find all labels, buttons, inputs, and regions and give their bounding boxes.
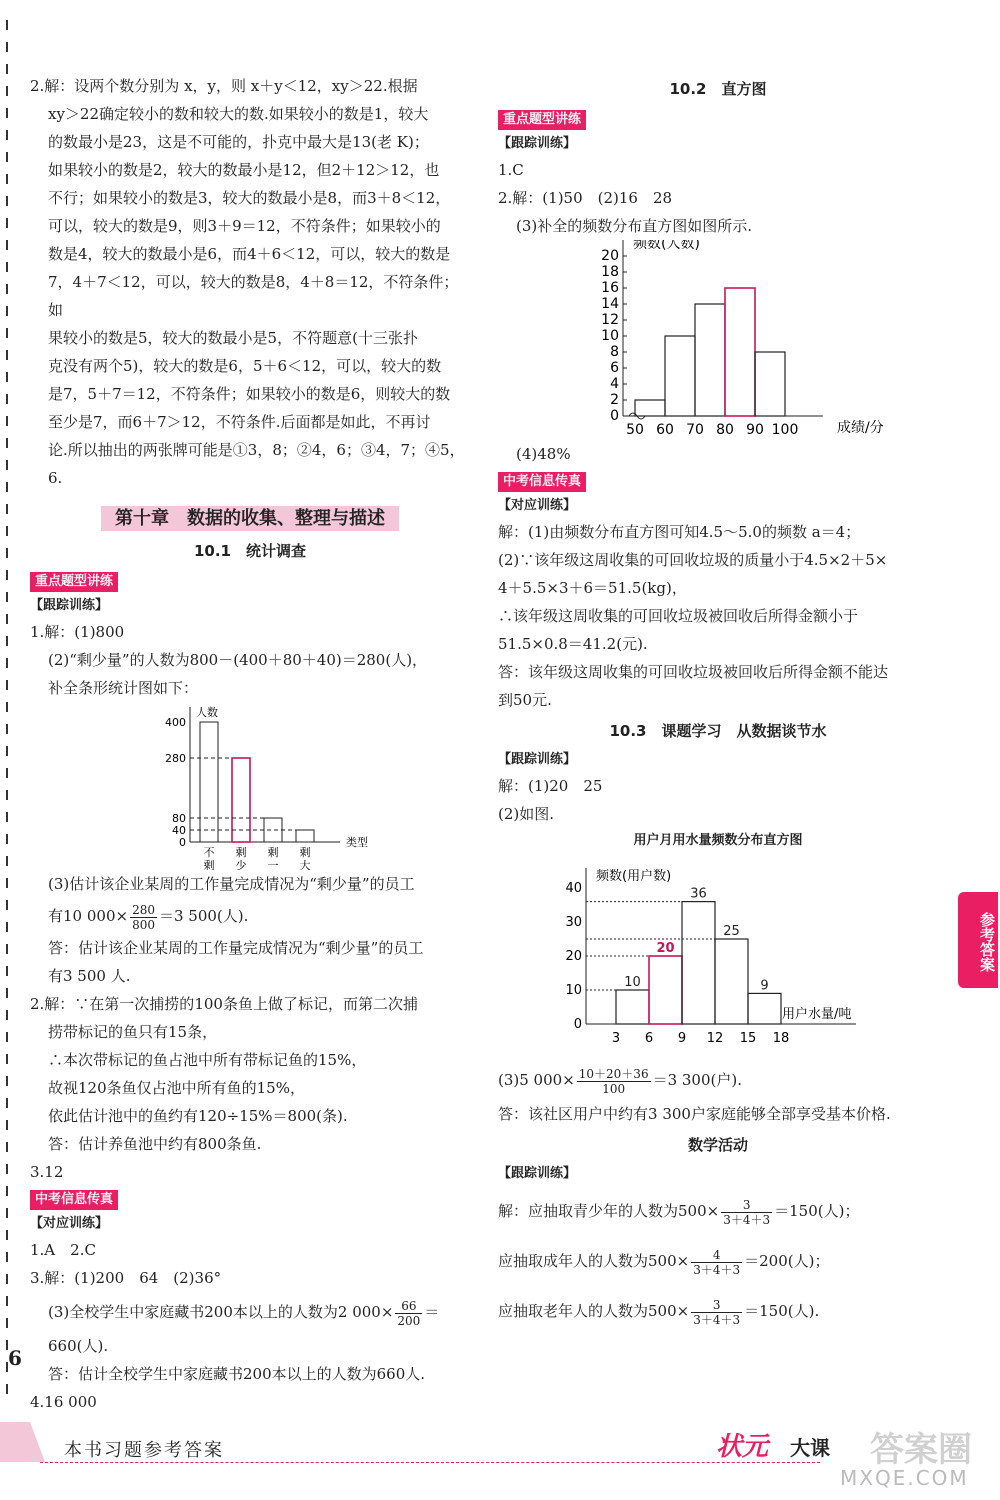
y-axis-label: 频数(人数) bbox=[633, 240, 700, 252]
exam-answer-line: 答：估计全校学生中家庭藏书200本以上的人数为660人. bbox=[48, 1365, 426, 1383]
text-line: ∴本次带标记的鱼占池中所有带标记鱼的15%， bbox=[48, 1051, 367, 1069]
histogram-bar bbox=[755, 352, 785, 416]
garbage-answer-block bbox=[498, 518, 938, 714]
exam-answer-line: 4.16 000 bbox=[30, 1393, 97, 1411]
chapter-title bbox=[30, 504, 470, 530]
text-span: ＝3 300(户). bbox=[652, 1071, 742, 1089]
text-line: 如果较小的数是2，较大的数最小是12，但2＋12＞12，也 bbox=[48, 161, 440, 179]
tracking-label: 【跟踪训练】 bbox=[498, 752, 577, 767]
text-line: 到50元. bbox=[498, 691, 552, 709]
x-tick-label: 15 bbox=[739, 1031, 757, 1046]
text-line: xy＞22确定较小的数和较大的数.如果较小的数是1，较大 bbox=[48, 105, 429, 123]
text-line: 7，4＋7＜12，可以，较大的数是8，4＋8＝12，不符条件；如 bbox=[48, 273, 459, 319]
x-tick-label: 80 bbox=[716, 422, 734, 438]
bar bbox=[264, 818, 282, 842]
histogram-bar bbox=[695, 304, 725, 416]
x-axis-label: 用户水量/吨 bbox=[782, 1007, 852, 1022]
y-tick-label: 14 bbox=[601, 296, 619, 312]
bar-value-label: 9 bbox=[760, 978, 769, 994]
fraction-den: 800 bbox=[132, 917, 155, 932]
text-line: 不行；如果较小的数是3，较大的数最小是8，而3＋8＜12， bbox=[48, 189, 451, 207]
activity-line bbox=[498, 1236, 938, 1286]
histogram-scores-svg bbox=[498, 240, 938, 440]
y-tick-label: 80 bbox=[172, 812, 186, 825]
fraction-den: 3＋4＋3 bbox=[693, 1262, 741, 1277]
y-tick-label: 40 bbox=[172, 824, 186, 837]
answer-1-line: (3)估计该企业某周的工作量完成情况为“剩少量”的员工 bbox=[48, 875, 415, 893]
brand-logo: 状元 bbox=[716, 1432, 769, 1462]
category-label: 少 bbox=[235, 859, 247, 870]
y-tick-label: 4 bbox=[610, 376, 619, 392]
fraction bbox=[721, 1198, 772, 1227]
left-column bbox=[30, 72, 470, 1416]
histogram-bar bbox=[748, 993, 781, 1024]
x-tick-label: 60 bbox=[656, 422, 674, 438]
x-axis-label: 类型 bbox=[346, 836, 368, 849]
tag-exam-info: 中考信息传真 bbox=[498, 472, 586, 492]
fraction-num: 10＋20＋36 bbox=[578, 1066, 649, 1081]
category-label: 不 bbox=[203, 846, 215, 859]
text-span: 应抽取老年人的人数为500× bbox=[498, 1302, 690, 1320]
water-answer-line: 答：该社区用户中约有3 300户家庭能够全部享受基本价格. bbox=[498, 1105, 891, 1123]
answer-2-block bbox=[30, 72, 470, 492]
fraction-den: 3＋4＋3 bbox=[693, 1312, 741, 1327]
y-axis-label: 频数(用户数) bbox=[596, 869, 672, 884]
fraction-den: 200 bbox=[397, 1313, 421, 1328]
page-footer bbox=[0, 1422, 1000, 1492]
y-tick-label: 20 bbox=[565, 949, 582, 964]
y-tick-label: 20 bbox=[601, 248, 619, 264]
text-span: ＝150(人). bbox=[744, 1302, 820, 1320]
y-tick-label: 2 bbox=[610, 392, 619, 408]
x-tick-label: 12 bbox=[706, 1031, 724, 1046]
fraction bbox=[691, 1298, 742, 1327]
bar-value-label: 20 bbox=[656, 941, 675, 956]
hist-answer-line: (3)补全的频数分布直方图如图所示. bbox=[516, 217, 753, 235]
tag-exam-info: 中考信息传真 bbox=[30, 1190, 118, 1210]
text-line: 答：该年级这周收集的可回收垃圾被回收后所得金额不能达 bbox=[498, 663, 889, 681]
histogram-bar bbox=[725, 288, 755, 416]
exam-answer-line: 660(人). bbox=[48, 1337, 109, 1355]
bar-value-label: 36 bbox=[690, 886, 707, 902]
x-tick-label: 50 bbox=[626, 422, 644, 438]
water-histogram-title: 用户月用水量频数分布直方图 bbox=[633, 833, 803, 848]
text-line: 答：估计养鱼池中约有800条鱼. bbox=[48, 1135, 262, 1153]
text-line: 2.解：设两个数分别为 x，y，则 x＋y＜12，xy＞22.根据 bbox=[30, 77, 418, 95]
bar bbox=[232, 758, 250, 842]
text-span: 应抽取成年人的人数为500× bbox=[498, 1252, 690, 1270]
fraction-num: 280 bbox=[132, 902, 155, 917]
fraction-num: 66 bbox=[395, 1299, 422, 1314]
text-line: 依此估计池中的鱼约有120÷15%＝800(条). bbox=[48, 1107, 348, 1125]
bar-chart-svg bbox=[30, 702, 470, 870]
category-label: 剩 bbox=[267, 846, 279, 859]
footer-title: 本书习题参考答案 bbox=[64, 1440, 224, 1461]
category-label: 剩 bbox=[299, 846, 311, 859]
x-tick-label: 70 bbox=[686, 422, 704, 438]
section-10-2-title: 10.2 直方图 bbox=[669, 80, 767, 98]
fraction bbox=[691, 1248, 742, 1277]
hist-answer-line: (4)48% bbox=[516, 445, 571, 463]
y-tick-label: 18 bbox=[601, 264, 619, 280]
histogram-bar bbox=[616, 990, 649, 1024]
fraction bbox=[130, 903, 157, 932]
fraction-num: 3 bbox=[691, 1298, 742, 1313]
footer-corner-decoration-icon bbox=[0, 1422, 60, 1462]
tag-key-practice: 重点题型讲练 bbox=[498, 110, 586, 130]
answer-1-line: 答：估计该企业某周的工作量完成情况为“剩少量”的员工 bbox=[48, 939, 424, 957]
text-span: ＝3 500(人). bbox=[158, 907, 249, 925]
text-line: 故视120条鱼仅占池中所有鱼的15%， bbox=[48, 1079, 305, 1097]
side-tab-reference-answers: 参考答案 bbox=[958, 892, 998, 988]
y-tick-label: 10 bbox=[601, 328, 619, 344]
histogram-water bbox=[498, 854, 938, 1060]
text-line: 可以，较大的数是9，则3＋9＝12，不符条件；如果较小的 bbox=[48, 217, 441, 235]
chapter-title-text: 第十章 数据的收集、整理与描述 bbox=[101, 506, 399, 531]
y-tick-label: 280 bbox=[165, 752, 186, 765]
activity-line bbox=[498, 1286, 938, 1336]
water-answer-line bbox=[498, 1060, 938, 1100]
text-line: 的数最小是23，这是不可能的，扑克中最大是13(老 K)； bbox=[48, 133, 429, 151]
answer-2b-block bbox=[30, 990, 470, 1158]
text-line: 51.5×0.8＝41.2(元). bbox=[498, 635, 648, 653]
histogram-bar bbox=[665, 336, 695, 416]
histogram-scores bbox=[498, 240, 938, 440]
watermark-url: MXQE.COM bbox=[840, 1466, 969, 1490]
water-answer-line: 解：(1)20 25 bbox=[498, 777, 603, 795]
histogram-bar bbox=[715, 939, 748, 1024]
text-span: ＝150(人)； bbox=[774, 1202, 860, 1220]
x-axis-label: 成绩/分 bbox=[837, 420, 884, 436]
fraction-den: 100 bbox=[602, 1081, 626, 1096]
category-label: 剩 bbox=[203, 859, 215, 870]
right-column bbox=[498, 72, 938, 1336]
histogram-bar bbox=[635, 400, 665, 416]
histogram-bar bbox=[682, 902, 715, 1024]
answer-1-line: (2)“剩少量”的人数为800－(400＋80＋40)＝280(人)， bbox=[48, 651, 428, 669]
footer-divider bbox=[40, 1462, 820, 1463]
x-tick-label: 18 bbox=[772, 1031, 790, 1046]
tracking-label: 【跟踪训练】 bbox=[498, 1166, 577, 1181]
y-tick-label: 30 bbox=[565, 915, 582, 930]
x-tick-label: 90 bbox=[746, 422, 764, 438]
y-axis-label: 人数 bbox=[196, 706, 218, 719]
fraction bbox=[577, 1067, 651, 1096]
hist-answer-line: 2.解：(1)50 (2)16 28 bbox=[498, 189, 673, 207]
bar-value-label: 25 bbox=[723, 924, 740, 939]
category-label: 剩 bbox=[235, 846, 247, 859]
text-line: 是7，5＋7＝12，不符条件；如果较小的数是6，则较大的数 bbox=[48, 385, 451, 403]
bar-value-label: 10 bbox=[624, 975, 641, 990]
bar-chart-remaining bbox=[30, 702, 470, 870]
fraction-num: 3 bbox=[721, 1198, 772, 1213]
text-line: 2.解：∵在第一次捕捞的100条鱼上做了标记，而第二次捕 bbox=[30, 995, 418, 1013]
answer-1-line bbox=[30, 898, 470, 934]
answer-1-line: 补全条形统计图如下： bbox=[48, 679, 199, 697]
text-line: ∴该年级这周收集的可回收垃圾被回收后所得金额小于 bbox=[498, 607, 859, 625]
x-tick-label: 9 bbox=[677, 1031, 687, 1046]
bar bbox=[296, 830, 314, 842]
y-tick-label: 10 bbox=[565, 983, 582, 998]
text-line: 论.所以抽出的两张牌可能是①3，8；②4，6；③4，7；④5，6. bbox=[48, 441, 465, 487]
category-label: 一 bbox=[267, 859, 279, 870]
exam-answer-line: 1.A 2.C bbox=[30, 1241, 96, 1259]
fraction-num: 4 bbox=[691, 1248, 742, 1263]
x-tick-label: 100 bbox=[771, 422, 799, 438]
y-tick-label: 8 bbox=[610, 344, 619, 360]
activity-line bbox=[498, 1186, 938, 1236]
bar bbox=[200, 722, 218, 842]
x-tick-label: 3 bbox=[611, 1031, 621, 1046]
watermark-logo: 答案圈 bbox=[870, 1430, 972, 1470]
answer-1-line: 有3 500 人. bbox=[48, 967, 131, 985]
text-line: 数是4，较大的数最小是6，而4＋6＜12，可以，较大的数是 bbox=[48, 245, 451, 263]
y-tick-label: 6 bbox=[610, 360, 619, 376]
text-span: (3)5 000× bbox=[498, 1071, 575, 1089]
corresponding-label: 【对应训练】 bbox=[30, 1216, 109, 1231]
histogram-water-svg bbox=[498, 854, 938, 1060]
text-span: ＝ bbox=[424, 1303, 440, 1321]
tag-key-practice: 重点题型讲练 bbox=[30, 572, 118, 592]
text-line: 至少是7，而6＋7＞12，不符条件.后面都是如此，不再讨 bbox=[48, 413, 431, 431]
text-line: 克没有两个5)，较大的数是6，5＋6＜12，可以，较大的数 bbox=[48, 357, 442, 375]
exam-answer-line: 3.解：(1)200 64 (2)36° bbox=[30, 1269, 222, 1287]
category-label: 大 bbox=[299, 859, 311, 870]
text-line: (2)∵该年级这周收集的可回收垃圾的质量小于4.5×2＋5× bbox=[498, 551, 888, 569]
water-answer-line: (2)如图. bbox=[498, 805, 555, 823]
x-tick-label: 6 bbox=[644, 1031, 654, 1046]
tracking-label: 【跟踪训练】 bbox=[498, 136, 577, 151]
text-span: 解：应抽取青少年的人数为500× bbox=[498, 1202, 720, 1220]
text-span: (3)全校学生中家庭藏书200本以上的人数为2 000× bbox=[48, 1303, 394, 1321]
fraction bbox=[395, 1299, 422, 1328]
text-line: 果较小的数是5，较大的数最小是5，不符题意(十三张扑 bbox=[48, 329, 418, 347]
y-tick-label: 400 bbox=[165, 716, 186, 729]
histogram-bar bbox=[649, 956, 682, 1024]
y-tick-label: 0 bbox=[610, 408, 619, 424]
brand-logo-suffix: 大课 bbox=[790, 1436, 830, 1460]
hist-answer-line: 1.C bbox=[498, 161, 524, 179]
text-line: 4＋5.5×3＋6＝51.5(kg)， bbox=[498, 579, 687, 597]
exam-answer-line bbox=[30, 1292, 470, 1332]
y-tick-label: 0 bbox=[179, 836, 186, 849]
text-line: 捞带标记的鱼只有15条， bbox=[48, 1023, 218, 1041]
answer-1-line: 1.解：(1)800 bbox=[30, 623, 125, 641]
section-10-1-title: 10.1 统计调查 bbox=[193, 542, 306, 560]
answer-3: 3.12 bbox=[30, 1163, 64, 1181]
y-tick-label: 40 bbox=[565, 881, 582, 896]
page-number: 6 bbox=[8, 1346, 22, 1370]
y-tick-label: 12 bbox=[601, 312, 619, 328]
y-tick-label: 16 bbox=[601, 280, 619, 296]
y-tick-label: 0 bbox=[573, 1017, 582, 1032]
text-span: ＝200(人)； bbox=[744, 1252, 830, 1270]
tracking-label: 【跟踪训练】 bbox=[30, 598, 109, 613]
binding-dash-line bbox=[6, 20, 8, 1400]
section-math-activity-title: 数学活动 bbox=[687, 1136, 748, 1154]
text-span: 有10 000× bbox=[48, 907, 129, 925]
section-10-3-title: 10.3 课题学习 从数据谈节水 bbox=[609, 722, 827, 740]
fraction-den: 3＋4＋3 bbox=[723, 1212, 771, 1227]
corresponding-label: 【对应训练】 bbox=[498, 498, 577, 513]
text-line: 解：(1)由频数分布直方图可知4.5～5.0的频数 a＝4； bbox=[498, 523, 861, 541]
